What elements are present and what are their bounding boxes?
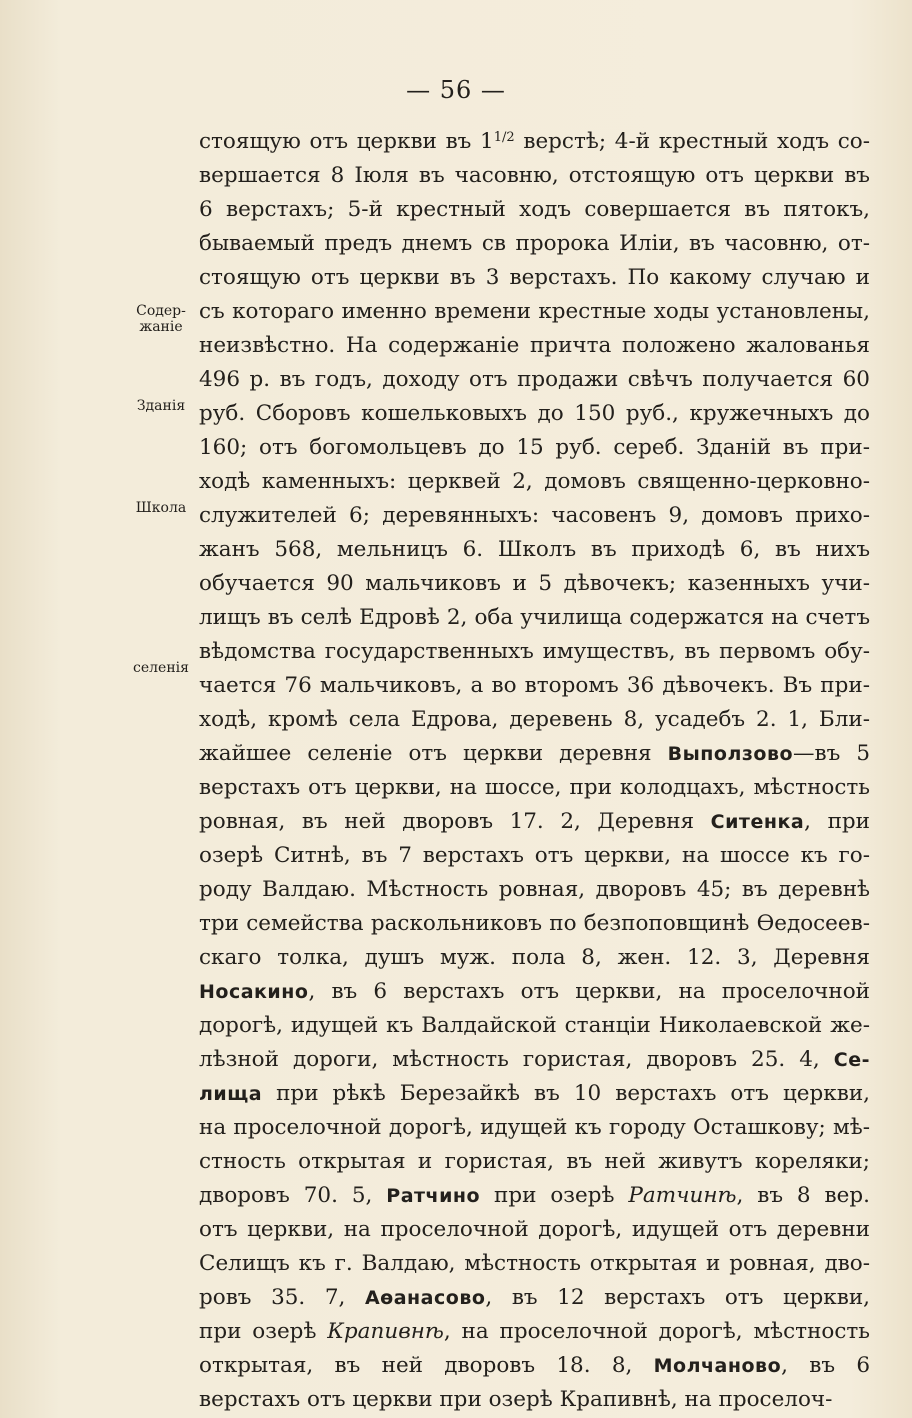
text-line: лищъ въ селѣ Едровѣ 2, оба училища содержатся на счетъ (199, 605, 870, 630)
text-line: три семейства раскольниковъ по безпоповщинѣ Ѳедосеев- (199, 911, 870, 936)
text-line: бываемый предъ днемъ св пророка Иліи, въ часовню, от- (199, 231, 870, 256)
text-line: чается 76 мальчиковъ, а во второмъ 36 дѣвочекъ. Въ при- (199, 673, 870, 698)
text-line: верстахъ отъ церкви, на шоссе, при колодцахъ, мѣстность (199, 775, 870, 800)
text-line: ходѣ, кромѣ села Едрова, деревень 8, усадебъ 2. 1, Бли- (199, 707, 870, 732)
text-line: дорогѣ, идущей къ Валдайской станціи Николаевской же- (199, 1013, 870, 1038)
text-line: жайшее селеніе отъ церкви деревня Выползово—въ 5 (199, 741, 870, 766)
text-line: вѣдомства государственныхъ имуществъ, въ первомъ обу- (199, 639, 870, 664)
text-line: ходѣ каменныхъ: церквей 2, домовъ священно-церковно- (199, 469, 870, 494)
text-line: отъ церкви, на проселочной дорогѣ, идущей отъ деревни (199, 1217, 870, 1242)
text-line: неизвѣстно. На содержаніе причта положено жалованья (199, 333, 870, 358)
text-line: руб. Сборовъ кошельковыхъ до 150 руб., кружечныхъ до (199, 401, 870, 426)
margin-note-seleniya: селенія (133, 660, 189, 676)
text-line: вершается 8 Іюля въ часовню, отстоящую отъ церкви въ (199, 163, 870, 188)
text-line: служителей 6; деревянныхъ: часовенъ 9, домовъ прихо- (199, 503, 870, 528)
place-name: Се- (833, 1049, 870, 1071)
margin-note-zdaniya: Зданія (136, 398, 186, 414)
lake-name: Ратчинѣ (628, 1183, 737, 1208)
text-line: дворовъ 70. 5, Ратчино при озерѣ Ратчинѣ, въ 8 вер. (199, 1183, 870, 1208)
text-line: 6 верстахъ; 5-й крестный ходъ совершается въ пятокъ, (199, 197, 870, 222)
text-line: открытая, въ ней дворовъ 18. 8, Молчаново, въ 6 (199, 1353, 870, 1378)
text-line: стоящую отъ церкви въ 3 верстахъ. По какому случаю и (199, 265, 870, 290)
text-line: ровная, въ ней дворовъ 17. 2, Деревня Ситенка, при (199, 809, 870, 834)
lake-name: Крапивнѣ (327, 1319, 444, 1344)
place-name: Ратчино (386, 1185, 481, 1207)
text-line: ровъ 35. 7, Аѳанасово, въ 12 верстахъ отъ церкви, (199, 1285, 870, 1310)
place-name: Носакино (199, 981, 309, 1003)
place-name: Выползово (667, 743, 794, 765)
text-line: жанъ 568, мельницъ 6. Школъ въ приходѣ 6, въ нихъ (199, 537, 870, 562)
text-line: стность открытая и гористая, въ ней живутъ кореляки; (199, 1149, 870, 1174)
text-line: съ котораго именно времени крестные ходы установлены, (199, 299, 870, 324)
text-line: Носакино, въ 6 верстахъ отъ церкви, на проселочной (199, 979, 870, 1004)
text-line: стоящую отъ церкви въ $1^{1/2}$ верстѣ; 4-й крестный ходъ со- (199, 129, 870, 154)
text-line: обучается 90 мальчиковъ и 5 дѣвочекъ; казенныхъ учи- (199, 571, 870, 596)
text-line: роду Валдаю. Мѣстность ровная, дворовъ 45; въ деревнѣ (199, 877, 870, 902)
body-text (199, 125, 870, 1417)
text-line: озерѣ Ситнѣ, въ 7 верстахъ отъ церкви, на шоссе къ го- (199, 843, 870, 868)
text-line: верстахъ отъ церкви при озерѣ Крапивнѣ, на проселоч- (199, 1387, 833, 1412)
text-line: лѣзной дороги, мѣстность гористая, дворовъ 25. 4, Се- (199, 1047, 870, 1072)
margin-note-soderzhanie: Содер-жаніе (136, 303, 186, 335)
text-line: 160; отъ богомольцевъ до 15 руб. сереб. Зданій въ при- (199, 435, 870, 460)
text-line: при озерѣ Крапивнѣ, на проселочной дорогѣ, мѣстность (199, 1319, 870, 1344)
text-line: лища при рѣкѣ Березайкѣ въ 10 верстахъ отъ церкви, (199, 1081, 870, 1106)
margin-note-shkola: Школа (135, 500, 187, 516)
text-line: Селищъ къ г. Валдаю, мѣстность открытая и ровная, дво- (199, 1251, 870, 1276)
place-name: лища (199, 1083, 263, 1105)
text-line: скаго толка, душъ муж. пола 8, жен. 12. 3, Деревня (199, 945, 870, 970)
place-name: Ситенка (710, 811, 805, 833)
page-number: — 56 — (406, 76, 506, 104)
text-line: на проселочной дорогѣ, идущей къ городу Осташкову; мѣ- (199, 1115, 870, 1140)
text-line: 496 р. въ годъ, доходу отъ продажи свѣчъ получается 60 (199, 367, 870, 392)
place-name: Аѳанасово (364, 1287, 486, 1309)
place-name: Молчаново (653, 1355, 782, 1377)
